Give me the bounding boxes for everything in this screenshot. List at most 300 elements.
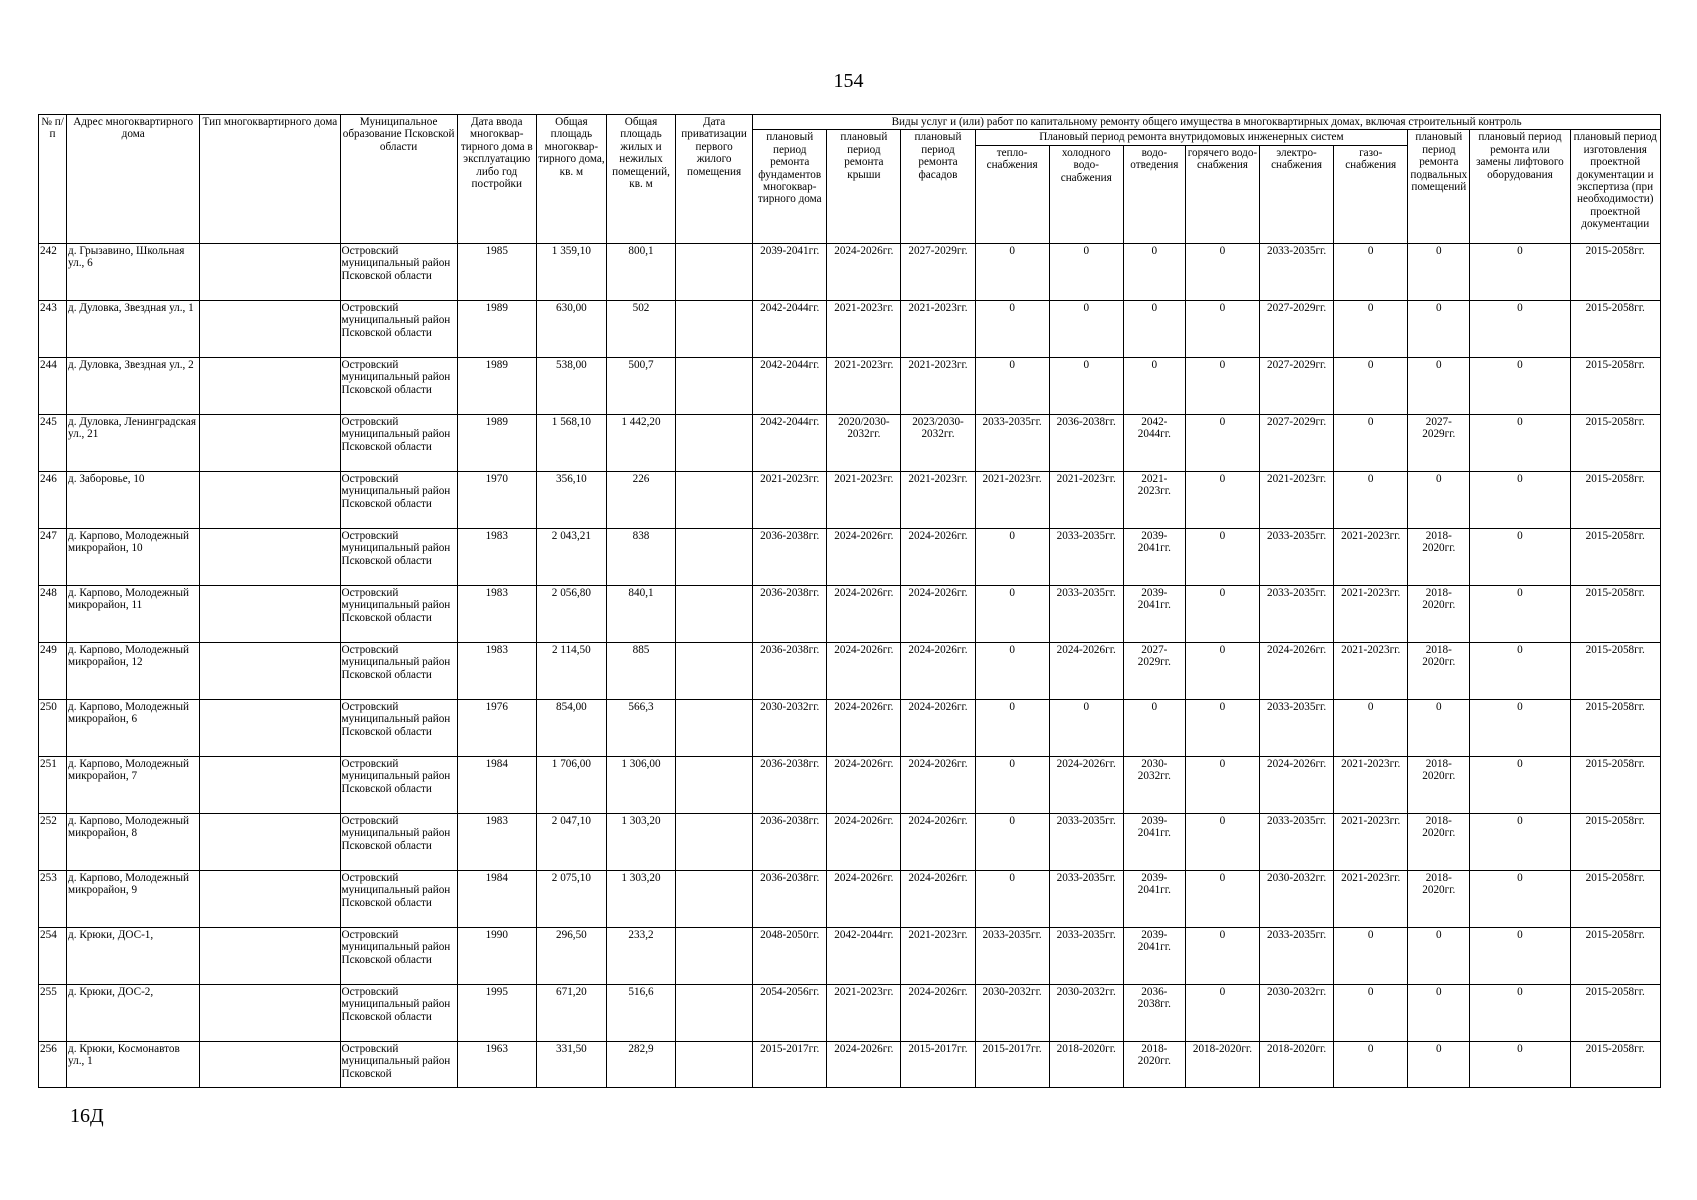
row-foundation: 2030-2032гг. xyxy=(753,699,827,756)
row-privatization xyxy=(676,585,753,642)
row-basement: 0 xyxy=(1408,300,1470,357)
header-privatization: Дата приватизации первого жилого помещения xyxy=(676,115,753,244)
row-foundation: 2054-2056гг. xyxy=(753,984,827,1041)
row-type xyxy=(200,471,340,528)
row-num: 249 xyxy=(39,642,67,699)
row-municipality: Островский муниципальный район Псковской области xyxy=(340,984,457,1041)
row-facade: 2024-2026гг. xyxy=(901,813,975,870)
row-heat: 2021-2023гг. xyxy=(975,471,1049,528)
row-hot-water: 0 xyxy=(1185,642,1259,699)
row-type xyxy=(200,300,340,357)
row-basement: 0 xyxy=(1408,471,1470,528)
row-gas: 2021-2023гг. xyxy=(1334,813,1408,870)
row-heat: 0 xyxy=(975,699,1049,756)
header-hot-water: горячего водо-снабжения xyxy=(1185,145,1259,243)
row-type xyxy=(200,813,340,870)
row-address: д. Карпово, Молодежный микрорайон, 6 xyxy=(67,699,200,756)
row-facade: 2024-2026гг. xyxy=(901,699,975,756)
row-gas: 2021-2023гг. xyxy=(1334,870,1408,927)
row-living-area: 226 xyxy=(606,471,675,528)
row-num: 245 xyxy=(39,414,67,471)
row-roof: 2024-2026гг. xyxy=(827,528,901,585)
row-basement: 2027-2029гг. xyxy=(1408,414,1470,471)
row-hot-water: 0 xyxy=(1185,984,1259,1041)
row-type xyxy=(200,870,340,927)
row-living-area: 502 xyxy=(606,300,675,357)
row-address: д. Карпово, Молодежный микрорайон, 11 xyxy=(67,585,200,642)
row-cold-water: 0 xyxy=(1049,300,1123,357)
row-electric: 2033-2035гг. xyxy=(1260,813,1334,870)
table-row xyxy=(39,756,1661,813)
table-row xyxy=(39,528,1661,585)
row-foundation: 2036-2038гг. xyxy=(753,756,827,813)
row-roof: 2024-2026гг. xyxy=(827,870,901,927)
row-electric: 2033-2035гг. xyxy=(1260,927,1334,984)
row-date: 1989 xyxy=(457,300,536,357)
row-cold-water: 2018-2020гг. xyxy=(1049,1041,1123,1087)
row-gas: 0 xyxy=(1334,243,1408,300)
row-drainage: 2030-2032гг. xyxy=(1123,756,1185,813)
row-total-area: 296,50 xyxy=(536,927,606,984)
row-electric: 2030-2032гг. xyxy=(1260,870,1334,927)
row-date: 1963 xyxy=(457,1041,536,1087)
row-type xyxy=(200,357,340,414)
row-num: 253 xyxy=(39,870,67,927)
row-cold-water: 0 xyxy=(1049,357,1123,414)
row-gas: 2021-2023гг. xyxy=(1334,585,1408,642)
row-foundation: 2042-2044гг. xyxy=(753,357,827,414)
row-hot-water: 0 xyxy=(1185,300,1259,357)
row-num: 252 xyxy=(39,813,67,870)
row-elevator: 0 xyxy=(1470,585,1570,642)
row-date: 1983 xyxy=(457,642,536,699)
header-heat: тепло-снабжения xyxy=(975,145,1049,243)
row-municipality: Островский муниципальный район Псковской области xyxy=(340,585,457,642)
row-drainage: 2021-2023гг. xyxy=(1123,471,1185,528)
row-num: 244 xyxy=(39,357,67,414)
row-roof: 2021-2023гг. xyxy=(827,357,901,414)
row-living-area: 233,2 xyxy=(606,927,675,984)
row-privatization xyxy=(676,984,753,1041)
row-design: 2015-2058гг. xyxy=(1570,642,1660,699)
row-cold-water: 2033-2035гг. xyxy=(1049,870,1123,927)
row-electric: 2033-2035гг. xyxy=(1260,585,1334,642)
row-privatization xyxy=(676,1041,753,1087)
row-elevator: 0 xyxy=(1470,243,1570,300)
row-hot-water: 0 xyxy=(1185,471,1259,528)
row-num: 255 xyxy=(39,984,67,1041)
row-foundation: 2021-2023гг. xyxy=(753,471,827,528)
header-total-area: Общая площадь многоквар-тирного дома, кв. м xyxy=(536,115,606,244)
row-basement: 2018-2020гг. xyxy=(1408,642,1470,699)
row-total-area: 1 568,10 xyxy=(536,414,606,471)
row-hot-water: 0 xyxy=(1185,927,1259,984)
row-living-area: 1 303,20 xyxy=(606,813,675,870)
header-date-entry: Дата ввода многоквар-тирного дома в эксплуатацию либо год постройки xyxy=(457,115,536,244)
row-living-area: 1 306,00 xyxy=(606,756,675,813)
row-electric: 2027-2029гг. xyxy=(1260,357,1334,414)
row-privatization xyxy=(676,642,753,699)
row-type xyxy=(200,927,340,984)
header-elevator: плановый период ремонта или замены лифтового оборудования xyxy=(1470,130,1570,243)
row-date: 1985 xyxy=(457,243,536,300)
row-privatization xyxy=(676,528,753,585)
row-privatization xyxy=(676,414,753,471)
row-basement: 0 xyxy=(1408,1041,1470,1087)
row-privatization xyxy=(676,300,753,357)
row-gas: 0 xyxy=(1334,471,1408,528)
row-address: д. Заборовье, 10 xyxy=(67,471,200,528)
row-elevator: 0 xyxy=(1470,756,1570,813)
row-cold-water: 2033-2035гг. xyxy=(1049,528,1123,585)
row-type xyxy=(200,585,340,642)
row-drainage: 2039-2041гг. xyxy=(1123,870,1185,927)
row-date: 1970 xyxy=(457,471,536,528)
header-roof: плановый период ремонта крыши xyxy=(827,130,901,243)
row-drainage: 2039-2041гг. xyxy=(1123,813,1185,870)
row-heat: 2030-2032гг. xyxy=(975,984,1049,1041)
row-foundation: 2036-2038гг. xyxy=(753,813,827,870)
header-engineering-group: Плановый период ремонта внутридомовых инженерных систем xyxy=(975,130,1408,145)
row-basement: 0 xyxy=(1408,357,1470,414)
row-elevator: 0 xyxy=(1470,642,1570,699)
row-privatization xyxy=(676,243,753,300)
table-row xyxy=(39,813,1661,870)
header-foundation: плановый период ремонта фундаментов многоквар-тирного дома xyxy=(753,130,827,243)
row-drainage: 2036-2038гг. xyxy=(1123,984,1185,1041)
table-row xyxy=(39,870,1661,927)
row-roof: 2042-2044гг. xyxy=(827,927,901,984)
row-num: 256 xyxy=(39,1041,67,1087)
row-privatization xyxy=(676,813,753,870)
row-basement: 2018-2020гг. xyxy=(1408,528,1470,585)
row-heat: 0 xyxy=(975,585,1049,642)
row-gas: 2021-2023гг. xyxy=(1334,528,1408,585)
row-electric: 2018-2020гг. xyxy=(1260,1041,1334,1087)
row-drainage: 0 xyxy=(1123,243,1185,300)
row-heat: 0 xyxy=(975,357,1049,414)
header-basement: плановый период ремонта подвальных помещений xyxy=(1408,130,1470,243)
row-electric: 2033-2035гг. xyxy=(1260,243,1334,300)
row-elevator: 0 xyxy=(1470,528,1570,585)
table-row xyxy=(39,357,1661,414)
row-address: д. Дуловка, Звездная ул., 2 xyxy=(67,357,200,414)
row-cold-water: 0 xyxy=(1049,243,1123,300)
row-foundation: 2036-2038гг. xyxy=(753,585,827,642)
row-electric: 2024-2026гг. xyxy=(1260,642,1334,699)
row-electric: 2021-2023гг. xyxy=(1260,471,1334,528)
row-design: 2015-2058гг. xyxy=(1570,414,1660,471)
row-hot-water: 2018-2020гг. xyxy=(1185,1041,1259,1087)
row-drainage: 0 xyxy=(1123,699,1185,756)
row-date: 1984 xyxy=(457,870,536,927)
row-cold-water: 2024-2026гг. xyxy=(1049,642,1123,699)
row-foundation: 2036-2038гг. xyxy=(753,870,827,927)
row-type xyxy=(200,984,340,1041)
row-address: д. Дуловка, Звездная ул., 1 xyxy=(67,300,200,357)
row-municipality: Островский муниципальный район Псковской области xyxy=(340,471,457,528)
row-design: 2015-2058гг. xyxy=(1570,300,1660,357)
row-elevator: 0 xyxy=(1470,870,1570,927)
row-num: 242 xyxy=(39,243,67,300)
row-municipality: Островский муниципальный район Псковской xyxy=(340,1041,457,1087)
row-design: 2015-2058гг. xyxy=(1570,585,1660,642)
row-num: 250 xyxy=(39,699,67,756)
row-electric: 2024-2026гг. xyxy=(1260,756,1334,813)
row-gas: 0 xyxy=(1334,357,1408,414)
row-drainage: 2039-2041гг. xyxy=(1123,585,1185,642)
row-gas: 0 xyxy=(1334,927,1408,984)
row-elevator: 0 xyxy=(1470,357,1570,414)
row-hot-water: 0 xyxy=(1185,813,1259,870)
row-facade: 2021-2023гг. xyxy=(901,357,975,414)
row-facade: 2024-2026гг. xyxy=(901,984,975,1041)
table-body xyxy=(39,243,1661,1087)
row-drainage: 0 xyxy=(1123,357,1185,414)
row-address: д. Крюки, Космонавтов ул., 1 xyxy=(67,1041,200,1087)
row-gas: 0 xyxy=(1334,699,1408,756)
row-municipality: Островский муниципальный район Псковской области xyxy=(340,414,457,471)
row-heat: 2033-2035гг. xyxy=(975,927,1049,984)
row-living-area: 1 303,20 xyxy=(606,870,675,927)
row-total-area: 1 359,10 xyxy=(536,243,606,300)
header-facade: плановый период ремонта фасадов xyxy=(901,130,975,243)
row-facade: 2024-2026гг. xyxy=(901,528,975,585)
header-address: Адрес многоквартирного дома xyxy=(67,115,200,244)
row-hot-water: 0 xyxy=(1185,756,1259,813)
row-heat: 0 xyxy=(975,756,1049,813)
row-heat: 0 xyxy=(975,528,1049,585)
row-roof: 2021-2023гг. xyxy=(827,300,901,357)
row-basement: 2018-2020гг. xyxy=(1408,813,1470,870)
row-electric: 2033-2035гг. xyxy=(1260,528,1334,585)
capital-repair-table xyxy=(38,114,1661,1088)
row-municipality: Островский муниципальный район Псковской области xyxy=(340,927,457,984)
row-living-area: 800,1 xyxy=(606,243,675,300)
row-hot-water: 0 xyxy=(1185,585,1259,642)
row-foundation: 2036-2038гг. xyxy=(753,528,827,585)
header-gas: газо-снабжения xyxy=(1334,145,1408,243)
row-address: д. Карпово, Молодежный микрорайон, 12 xyxy=(67,642,200,699)
row-heat: 0 xyxy=(975,642,1049,699)
row-basement: 0 xyxy=(1408,927,1470,984)
row-heat: 2033-2035гг. xyxy=(975,414,1049,471)
row-type xyxy=(200,528,340,585)
footer-code: 16Д xyxy=(70,1105,104,1127)
row-num: 243 xyxy=(39,300,67,357)
row-cold-water: 2033-2035гг. xyxy=(1049,927,1123,984)
row-address: д. Крюки, ДОС-1, xyxy=(67,927,200,984)
row-design: 2015-2058гг. xyxy=(1570,870,1660,927)
row-foundation: 2036-2038гг. xyxy=(753,642,827,699)
row-roof: 2021-2023гг. xyxy=(827,984,901,1041)
row-type xyxy=(200,642,340,699)
row-foundation: 2042-2044гг. xyxy=(753,414,827,471)
row-foundation: 2039-2041гг. xyxy=(753,243,827,300)
row-design: 2015-2058гг. xyxy=(1570,813,1660,870)
row-heat: 0 xyxy=(975,243,1049,300)
row-total-area: 2 047,10 xyxy=(536,813,606,870)
row-roof: 2024-2026гг. xyxy=(827,1041,901,1087)
row-hot-water: 0 xyxy=(1185,357,1259,414)
row-municipality: Островский муниципальный район Псковской области xyxy=(340,642,457,699)
row-facade: 2024-2026гг. xyxy=(901,870,975,927)
row-address: д. Дуловка, Ленинградская ул., 21 xyxy=(67,414,200,471)
row-basement: 0 xyxy=(1408,243,1470,300)
row-gas: 0 xyxy=(1334,300,1408,357)
row-design: 2015-2058гг. xyxy=(1570,756,1660,813)
row-drainage: 2039-2041гг. xyxy=(1123,528,1185,585)
row-design: 2015-2058гг. xyxy=(1570,699,1660,756)
row-facade: 2021-2023гг. xyxy=(901,927,975,984)
row-drainage: 2018-2020гг. xyxy=(1123,1041,1185,1087)
row-municipality: Островский муниципальный район Псковской области xyxy=(340,243,457,300)
row-total-area: 1 706,00 xyxy=(536,756,606,813)
row-roof: 2021-2023гг. xyxy=(827,471,901,528)
header-type: Тип многоквартирного дома xyxy=(200,115,340,244)
row-num: 254 xyxy=(39,927,67,984)
row-living-area: 566,3 xyxy=(606,699,675,756)
row-elevator: 0 xyxy=(1470,471,1570,528)
row-elevator: 0 xyxy=(1470,984,1570,1041)
row-total-area: 2 114,50 xyxy=(536,642,606,699)
row-gas: 0 xyxy=(1334,1041,1408,1087)
row-date: 1989 xyxy=(457,414,536,471)
table-row xyxy=(39,1041,1661,1087)
row-date: 1989 xyxy=(457,357,536,414)
row-design: 2015-2058гг. xyxy=(1570,243,1660,300)
table-row xyxy=(39,243,1661,300)
row-num: 251 xyxy=(39,756,67,813)
row-type xyxy=(200,699,340,756)
row-hot-water: 0 xyxy=(1185,414,1259,471)
row-facade: 2015-2017гг. xyxy=(901,1041,975,1087)
row-elevator: 0 xyxy=(1470,1041,1570,1087)
row-drainage: 2027-2029гг. xyxy=(1123,642,1185,699)
row-roof: 2024-2026гг. xyxy=(827,813,901,870)
row-municipality: Островский муниципальный район Псковской области xyxy=(340,699,457,756)
row-date: 1984 xyxy=(457,756,536,813)
row-total-area: 2 075,10 xyxy=(536,870,606,927)
row-cold-water: 2033-2035гг. xyxy=(1049,813,1123,870)
row-type xyxy=(200,756,340,813)
row-hot-water: 0 xyxy=(1185,243,1259,300)
table-row xyxy=(39,927,1661,984)
row-foundation: 2048-2050гг. xyxy=(753,927,827,984)
row-elevator: 0 xyxy=(1470,414,1570,471)
row-living-area: 500,7 xyxy=(606,357,675,414)
row-basement: 2018-2020гг. xyxy=(1408,756,1470,813)
row-municipality: Островский муниципальный район Псковской области xyxy=(340,528,457,585)
row-total-area: 630,00 xyxy=(536,300,606,357)
row-total-area: 854,00 xyxy=(536,699,606,756)
row-heat: 0 xyxy=(975,300,1049,357)
row-roof: 2024-2026гг. xyxy=(827,756,901,813)
row-num: 247 xyxy=(39,528,67,585)
row-foundation: 2015-2017гг. xyxy=(753,1041,827,1087)
row-living-area: 282,9 xyxy=(606,1041,675,1087)
row-municipality: Островский муниципальный район Псковской области xyxy=(340,813,457,870)
row-elevator: 0 xyxy=(1470,699,1570,756)
row-electric: 2030-2032гг. xyxy=(1260,984,1334,1041)
row-hot-water: 0 xyxy=(1185,870,1259,927)
table-row xyxy=(39,585,1661,642)
header-design: плановый период изготовления проектной документации и экспертиза (при необходимости) проектной документации xyxy=(1570,130,1660,243)
row-roof: 2024-2026гг. xyxy=(827,642,901,699)
row-electric: 2027-2029гг. xyxy=(1260,414,1334,471)
table-row xyxy=(39,300,1661,357)
row-elevator: 0 xyxy=(1470,813,1570,870)
row-address: д. Крюки, ДОС-2, xyxy=(67,984,200,1041)
row-living-area: 840,1 xyxy=(606,585,675,642)
row-basement: 0 xyxy=(1408,984,1470,1041)
header-municipality: Муниципальное образование Псковской области xyxy=(340,115,457,244)
row-elevator: 0 xyxy=(1470,300,1570,357)
row-cold-water: 2033-2035гг. xyxy=(1049,585,1123,642)
row-drainage: 2039-2041гг. xyxy=(1123,927,1185,984)
row-address: д. Карпово, Молодежный микрорайон, 10 xyxy=(67,528,200,585)
row-privatization xyxy=(676,756,753,813)
row-facade: 2024-2026гг. xyxy=(901,642,975,699)
row-roof: 2024-2026гг. xyxy=(827,699,901,756)
row-drainage: 0 xyxy=(1123,300,1185,357)
row-date: 1995 xyxy=(457,984,536,1041)
row-heat: 2015-2017гг. xyxy=(975,1041,1049,1087)
row-gas: 0 xyxy=(1334,414,1408,471)
row-num: 246 xyxy=(39,471,67,528)
row-privatization xyxy=(676,699,753,756)
row-roof: 2024-2026гг. xyxy=(827,585,901,642)
row-foundation: 2042-2044гг. xyxy=(753,300,827,357)
table-row xyxy=(39,471,1661,528)
row-living-area: 1 442,20 xyxy=(606,414,675,471)
row-electric: 2027-2029гг. xyxy=(1260,300,1334,357)
row-roof: 2024-2026гг. xyxy=(827,243,901,300)
row-gas: 2021-2023гг. xyxy=(1334,756,1408,813)
row-total-area: 331,50 xyxy=(536,1041,606,1087)
row-address: д. Карпово, Молодежный микрорайон, 7 xyxy=(67,756,200,813)
table-row xyxy=(39,642,1661,699)
row-date: 1983 xyxy=(457,585,536,642)
row-design: 2015-2058гг. xyxy=(1570,471,1660,528)
row-num: 248 xyxy=(39,585,67,642)
row-facade: 2021-2023гг. xyxy=(901,300,975,357)
row-type xyxy=(200,1041,340,1087)
row-basement: 2018-2020гг. xyxy=(1408,870,1470,927)
row-total-area: 356,10 xyxy=(536,471,606,528)
header-living-area: Общая площадь жилых и нежилых помещений, кв. м xyxy=(606,115,675,244)
row-facade: 2027-2029гг. xyxy=(901,243,975,300)
header-electric: электро-снабжения xyxy=(1260,145,1334,243)
row-address: д. Карпово, Молодежный микрорайон, 8 xyxy=(67,813,200,870)
row-date: 1976 xyxy=(457,699,536,756)
row-facade: 2024-2026гг. xyxy=(901,585,975,642)
row-roof: 2020/2030-2032гг. xyxy=(827,414,901,471)
row-cold-water: 2024-2026гг. xyxy=(1049,756,1123,813)
page-number: 154 xyxy=(833,70,864,92)
row-design: 2015-2058гг. xyxy=(1570,984,1660,1041)
row-hot-water: 0 xyxy=(1185,699,1259,756)
row-municipality: Островский муниципальный район Псковской области xyxy=(340,357,457,414)
table-row xyxy=(39,414,1661,471)
row-basement: 2018-2020гг. xyxy=(1408,585,1470,642)
header-services-group: Виды услуг и (или) работ по капитальному ремонту общего имущества в многоквартирных домах, включая строительный контроль xyxy=(753,115,1661,130)
row-design: 2015-2058гг. xyxy=(1570,357,1660,414)
row-privatization xyxy=(676,870,753,927)
table-row xyxy=(39,984,1661,1041)
row-address: д. Грызавино, Школьная ул., 6 xyxy=(67,243,200,300)
row-cold-water: 2036-2038гг. xyxy=(1049,414,1123,471)
